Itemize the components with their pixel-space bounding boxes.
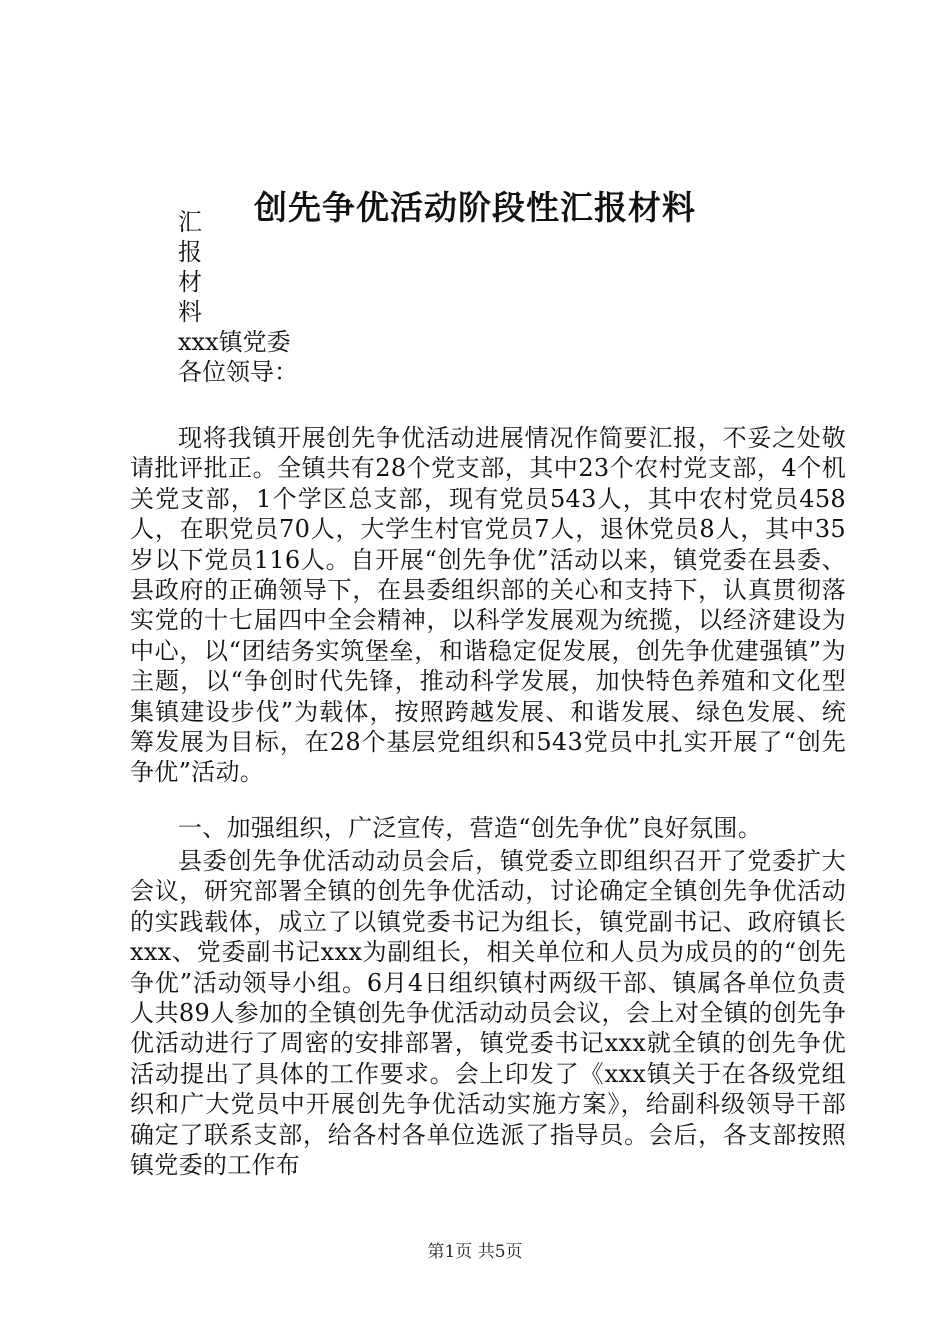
paragraph-intro: 现将我镇开展创先争优活动进展情况作简要汇报，不妥之处敬请批评批正。全镇共有28个党支部，其中23个农村党支部，4个机关党支部，1个学区总支部，现有党员543人，其中农村党员458人，在职党员70人，大学生村官党员7人，退休党员8人，其中35岁以下党员116人。自开展“创先争优”活动以来，镇党委在县委、县政府的正确领导下，在县委组织部的关心和支持下，认真贯彻落实党的十七届四中全会精神，以科学发展观为统揽，以经济建设为中心，以“团结务实筑堡垒，和谐稳定促发展，创先争优建强镇”为主题，以“争创时代先锋，推动科学发展，加快特色养殖和文化型集镇建设步伐”为载体，按照跨越发展、和谐发展、绿色发展、统筹发展为目标，在28个基层党组织和543党员中扎实开展了“创先争优”活动。	[130, 424, 846, 787]
document-title: 创先争优活动阶段性汇报材料	[254, 188, 696, 227]
vertical-heading-char: 汇	[178, 208, 202, 236]
vertical-heading-char: 报	[178, 238, 202, 266]
salutation: 各位领导：	[178, 358, 298, 386]
paragraph-section1: 县委创先争优活动动员会后，镇党委立即组织召开了党委扩大会议，研究部署全镇的创先争优活动，讨论确定全镇创先争优活动的实践载体，成立了以镇党委书记为组长，镇党副书记、政府镇长xxx、党委副书记xxx为副组长，相关单位和人员为成员的的“创先争优”活动领导小组。6月4日组织镇村两级干部、镇属各单位负责人共89人参加的全镇创先争优活动动员会议，会上对全镇的创先争优活动进行了周密的安排部署，镇党委书记xxx就全镇的创先争优活动提出了具体的工作要求。会上印发了《xxx镇关于在各级党组织和广大党员中开展创先争优活动实施方案》，给副科级领导干部确定了联系支部，给各村各单位选派了指导员。会后，各支部按照镇党委的工作布	[130, 847, 847, 1180]
vertical-heading-char: 料	[178, 298, 202, 326]
section-heading: 一、加强组织，广泛宣传，营造“创先争优”良好氛围。	[178, 814, 763, 842]
vertical-heading-char: 材	[178, 268, 202, 296]
page-number: 第1页 共5页	[427, 1242, 523, 1262]
organization-name: xxx镇党委	[178, 328, 291, 356]
header-block	[178, 207, 818, 387]
